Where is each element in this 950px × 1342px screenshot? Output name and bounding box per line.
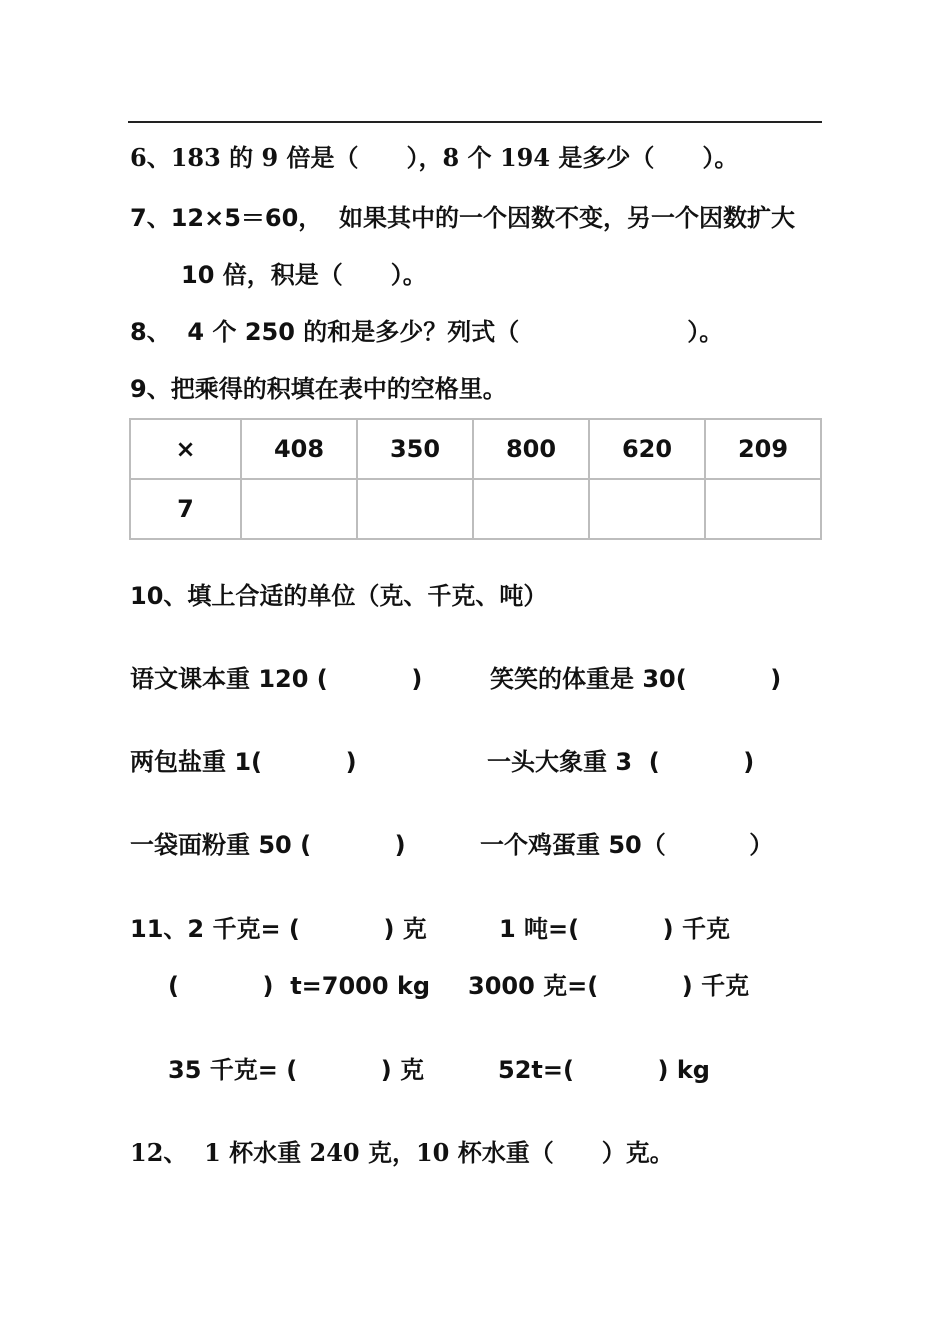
question-8: 8、 4 个 250 的和是多少？列式（ ）。 bbox=[130, 318, 724, 346]
answer-cell[interactable] bbox=[473, 479, 589, 539]
multiplication-table bbox=[129, 418, 822, 540]
table-header-cell: 408 bbox=[241, 419, 357, 479]
conversion-item-6: 52t=( ) kg bbox=[498, 1056, 710, 1084]
question-12: 12、 1 杯水重 240 克，10 杯水重（ ）克。 bbox=[130, 1138, 674, 1167]
table-header-row bbox=[130, 419, 821, 479]
conversion-item-4: 3000 克=( ) 千克 bbox=[468, 972, 750, 1000]
table-row-label: 7 bbox=[130, 479, 241, 539]
unit-item-flour: 一袋面粉重 50 ( ) bbox=[130, 831, 406, 859]
unit-item-textbook: 语文课本重 120 ( ) bbox=[130, 665, 423, 693]
answer-cell[interactable] bbox=[705, 479, 821, 539]
table-header-cell: 350 bbox=[357, 419, 473, 479]
table-header-cell: 209 bbox=[705, 419, 821, 479]
answer-cell[interactable] bbox=[589, 479, 705, 539]
answer-cell[interactable] bbox=[241, 479, 357, 539]
question-9-title: 9、把乘得的积填在表中的空格里。 bbox=[130, 375, 507, 403]
top-rule bbox=[128, 121, 822, 123]
conversion-item-3: ( ) t=7000 kg bbox=[168, 972, 431, 1000]
table-header-cell: × bbox=[130, 419, 241, 479]
table-header-cell: 800 bbox=[473, 419, 589, 479]
conversion-item-1: 11、2 千克= ( ) 克 bbox=[130, 915, 427, 943]
unit-item-egg: 一个鸡蛋重 50（ ） bbox=[480, 831, 774, 859]
conversion-item-5: 35 千克= ( ) 克 bbox=[168, 1056, 425, 1084]
table-row bbox=[130, 479, 821, 539]
conversion-item-2: 1 吨=( ) 千克 bbox=[499, 915, 731, 943]
unit-item-xiaoxiao: 笑笑的体重是 30( ) bbox=[490, 665, 782, 693]
question-10-title: 10、填上合适的单位（克、千克、吨） bbox=[130, 582, 548, 610]
unit-item-salt: 两包盐重 1( ) bbox=[130, 748, 357, 776]
question-6: 6、183 的 9 倍是（ ），8 个 194 是多少（ ）。 bbox=[130, 143, 739, 172]
answer-cell[interactable] bbox=[357, 479, 473, 539]
table-header-cell: 620 bbox=[589, 419, 705, 479]
unit-item-elephant: 一头大象重 3 ( ) bbox=[487, 748, 755, 776]
question-7-line-2: 10 倍，积是（ ）。 bbox=[181, 261, 427, 289]
question-7-line-1: 7、12×5＝60， 如果其中的一个因数不变，另一个因数扩大 bbox=[130, 204, 796, 232]
